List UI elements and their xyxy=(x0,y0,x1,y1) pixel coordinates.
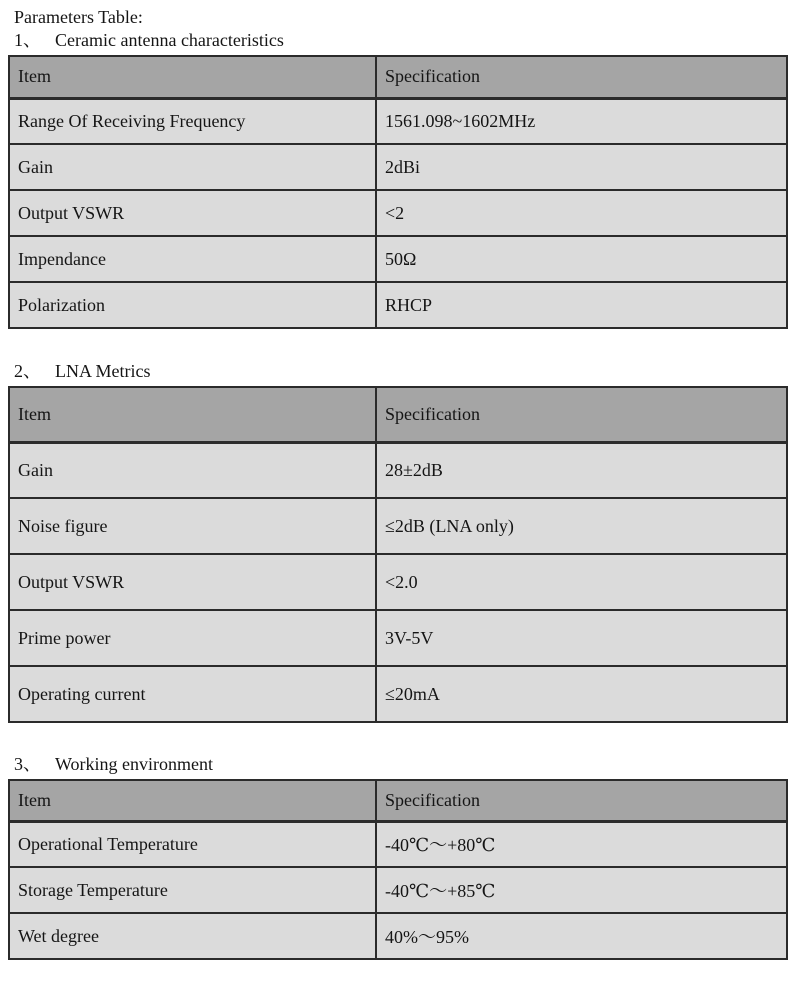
table-row xyxy=(9,554,787,610)
spec-cell: 28±2dB xyxy=(376,442,787,498)
table-row xyxy=(9,913,787,959)
section-heading-ceramic-antenna xyxy=(14,29,786,52)
table-row xyxy=(9,236,787,282)
spec-cell: -40℃～+80℃ xyxy=(376,821,787,867)
item-cell: Noise figure xyxy=(9,498,376,554)
table-row xyxy=(9,98,787,144)
table-row xyxy=(9,442,787,498)
section-number: 2、 xyxy=(14,361,41,381)
spec-cell: RHCP xyxy=(376,282,787,328)
column-header-specification: Specification xyxy=(376,780,787,821)
item-cell: Operational Temperature xyxy=(9,821,376,867)
item-cell: Prime power xyxy=(9,610,376,666)
column-header-item: Item xyxy=(9,56,376,98)
section-heading-label: Ceramic antenna characteristics xyxy=(55,30,284,50)
column-header-item: Item xyxy=(9,387,376,442)
item-cell: Wet degree xyxy=(9,913,376,959)
section-heading-lna-metrics xyxy=(14,360,786,383)
section-heading-label: LNA Metrics xyxy=(55,361,151,381)
table-header-row xyxy=(9,56,787,98)
item-cell: Impendance xyxy=(9,236,376,282)
table-row xyxy=(9,190,787,236)
spec-cell: 3V-5V xyxy=(376,610,787,666)
table-header-row xyxy=(9,780,787,821)
table-row xyxy=(9,144,787,190)
table-row xyxy=(9,821,787,867)
column-header-specification: Specification xyxy=(376,56,787,98)
spec-cell: 40%～95% xyxy=(376,913,787,959)
spec-cell: ≤2dB (LNA only) xyxy=(376,498,787,554)
item-cell: Output VSWR xyxy=(9,190,376,236)
spec-cell: 50Ω xyxy=(376,236,787,282)
lna-metrics-table xyxy=(8,386,788,723)
item-cell: Gain xyxy=(9,144,376,190)
item-cell: Output VSWR xyxy=(9,554,376,610)
table-row xyxy=(9,498,787,554)
table-header-row xyxy=(9,387,787,442)
spec-cell: 2dBi xyxy=(376,144,787,190)
ceramic-antenna-table xyxy=(8,55,788,329)
page-title: Parameters Table: xyxy=(14,7,143,27)
column-header-item: Item xyxy=(9,780,376,821)
section-heading-label: Working environment xyxy=(55,754,214,774)
item-cell: Operating current xyxy=(9,666,376,722)
spec-cell: -40℃～+85℃ xyxy=(376,867,787,913)
item-cell: Gain xyxy=(9,442,376,498)
table-row xyxy=(9,282,787,328)
table-row xyxy=(9,666,787,722)
table-row xyxy=(9,610,787,666)
spec-cell: 1561.098~1602MHz xyxy=(376,98,787,144)
column-header-specification: Specification xyxy=(376,387,787,442)
working-environment-table xyxy=(8,779,788,960)
item-cell: Polarization xyxy=(9,282,376,328)
section-number: 1、 xyxy=(14,30,41,50)
table-row xyxy=(9,867,787,913)
spec-cell: <2 xyxy=(376,190,787,236)
spec-cell: ≤20mA xyxy=(376,666,787,722)
item-cell: Range Of Receiving Frequency xyxy=(9,98,376,144)
section-number: 3、 xyxy=(14,754,41,774)
spec-cell: <2.0 xyxy=(376,554,787,610)
section-heading-working-environment xyxy=(14,753,786,776)
item-cell: Storage Temperature xyxy=(9,867,376,913)
